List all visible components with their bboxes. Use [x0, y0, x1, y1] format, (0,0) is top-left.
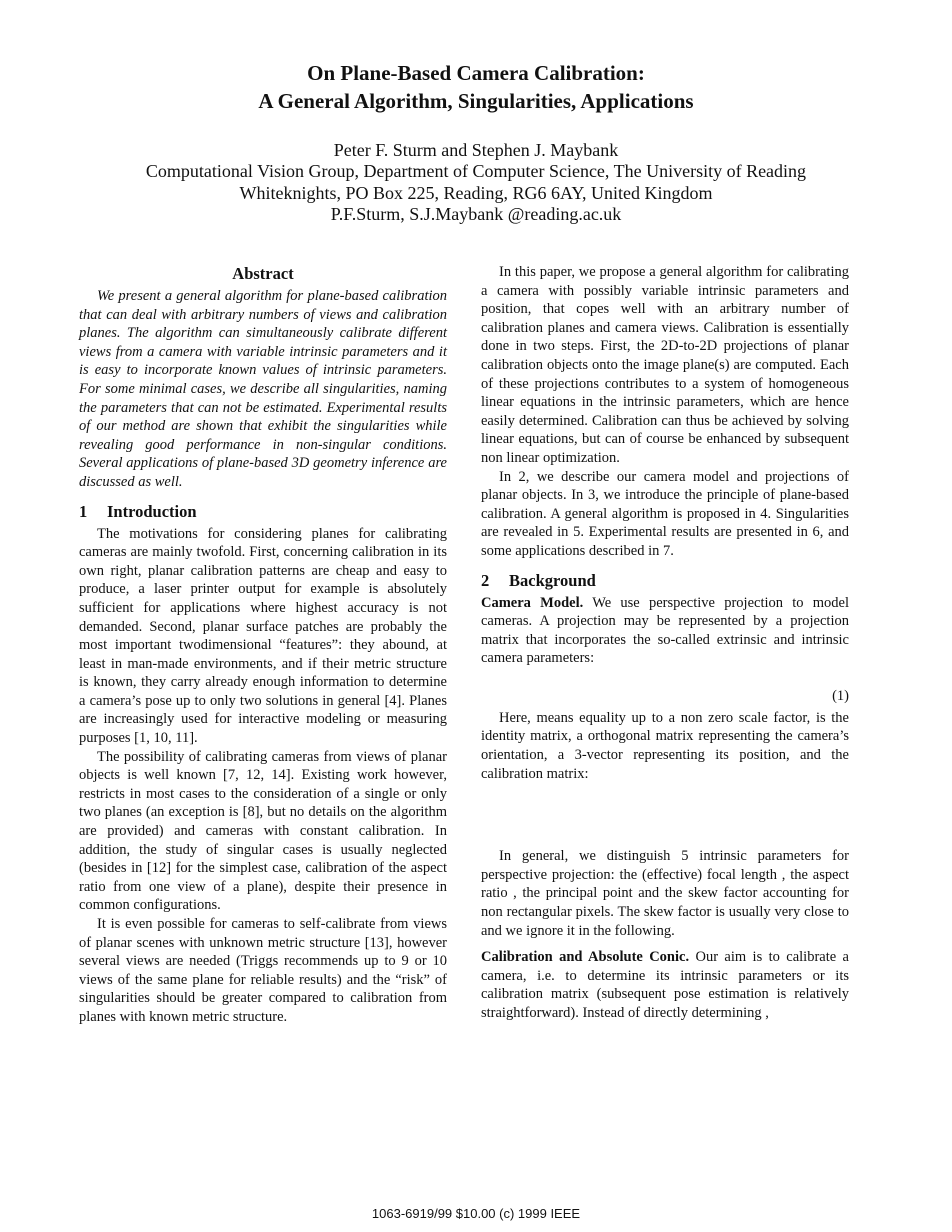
- right-paragraph-1: In this paper, we propose a general algorithm for calibrating a camera with possibly variable intrinsic parameters and position, that copes well with an arbitrary number of calibration planes and camera views. Calibration is essentially done in two steps. First, the 2D-to-2D projections of planar calibration objects onto the image plane(s) are computed. Each of these projections contributes to a system of homogeneous linear equations in the intrinsic parameters, which are hence easily determined. Calibration can thus be achieved by solving linear equations, but can of course be enhanced by subsequent non linear optimization.: [481, 264, 849, 466]
- paper-title-line-1: On Plane-Based Camera Calibration:: [307, 61, 645, 85]
- section-title: Introduction: [107, 501, 197, 521]
- intrinsics-paragraph: In general, we distinguish 5 intrinsic parameters for perspective projection: the (effective) focal length , the aspect ratio , the principal point and the skew factor accounting for non rectangular pixels. The skew factor is usually very close to and we ignore it in the following.: [481, 848, 849, 939]
- right-paragraph-2: In 2, we describe our camera model and projections of planar objects. In 3, we introduce the principle of plane-based calibration. A general algorithm is proposed in 4. Singularities are revealed in 5. Experimental results are presented in 6, and some applications described in 7.: [481, 468, 849, 559]
- section-number: 1: [79, 501, 88, 521]
- section-heading-introduction: [79, 502, 447, 522]
- camera-model-paragraph: [481, 594, 849, 668]
- equation-number: (1): [832, 687, 849, 704]
- abstract-heading: Abstract: [232, 264, 294, 283]
- camera-model-heading: Camera Model.: [481, 594, 584, 611]
- intro-paragraph-1: The motivations for considering planes for calibrating cameras are mainly twofold. First, concerning calibration in its own right, planar calibration patterns are cheap and easy to produce, a laser printer output for example is absolutely sufficient for applications where highest accuracy is not demanded. Second, planar surface patches are probably the most important twodimensional “features”: they abound, at least in man-made environments, and if their metric structure is known, they carry already enough information to determine a camera’s pose up to only two solutions in general [4]. Planes are increasingly used for interactive modeling or measuring purposes [1, 10, 11].: [79, 525, 447, 747]
- section-heading-background: [481, 571, 849, 591]
- equation-space: [481, 783, 849, 847]
- section-number: 2: [481, 570, 490, 590]
- intro-paragraph-2: The possibility of calibrating cameras from views of planar objects is well known [7, 12, 14]. Existing work however, restricts in most cases to the consideration of a single or only two planes (an exception is [8], but no details on the algorithm are provided) and cameras with constant calibration. In addition, the study of singular cases is usually neglected (besides in [12] for the simplest case, calibration of the aspect ratio from one view of a plane), despite their presence in common configurations.: [79, 748, 447, 914]
- here-paragraph: Here, means equality up to a non zero scale factor, is the identity matrix, a orthogonal matrix representing the camera’s orientation, a 3-vector representing its position, and the calibration matrix:: [481, 709, 849, 782]
- affiliation-line-2: Whiteknights, PO Box 225, Reading, RG6 6AY, United Kingdom: [239, 183, 713, 203]
- right-column: [481, 263, 849, 1023]
- affiliation-line-1: Computational Vision Group, Department of Computer Science, The University of Reading: [145, 161, 807, 181]
- section-title: Background: [509, 570, 596, 590]
- calibration-paragraph: [481, 948, 849, 1022]
- abstract-text: We present a general algorithm for plane-based calibration that can deal with arbitrary numbers of views and calibration planes. The algorithm can simultaneously calibrate different views from a camera with variable intrinsic parameters and it is easy to incorporate known values of intrinsic parameters. For some minimal cases, we describe all singularities, naming the parameters that can not be estimated. Experimental results of our method are shown that exhibit the singularities while revealing good performance in non-singular conditions. Several applications of plane-based 3D geometry inference are discussed as well.: [79, 288, 447, 490]
- left-column: [79, 263, 447, 1027]
- footer-copyright: 1063-6919/99 $10.00 (c) 1999 IEEE: [371, 1206, 581, 1221]
- authors: Peter F. Sturm and Stephen J. Maybank: [333, 140, 619, 160]
- intro-paragraph-3: It is even possible for cameras to self-calibrate from views of planar scenes with unknown metric structure [13], however several views are needed (Triggs recommends up to 9 or 10 views of the same plane for reliable results) and the “risk” of singularities should be greater compared to calibration from planes with known metric structure.: [79, 916, 447, 1025]
- camera-model-text: We use perspective projection to model cameras. A projection may be represented by a projection matrix that incorporates the so-called extrinsic and intrinsic camera parameters:: [481, 594, 849, 667]
- calibration-heading: Calibration and Absolute Conic.: [481, 949, 690, 966]
- author-emails: P.F.Sturm, S.J.Maybank @reading.ac.uk: [330, 204, 622, 224]
- calibration-text: Our aim is to calibrate a camera, i.e. to determine its intrinsic parameters or its calibration matrix (subsequent pose estimation is relatively straightforward). Instead of directly determining ,: [481, 949, 849, 1021]
- paper-title-line-2: A General Algorithm, Singularities, Applications: [258, 89, 694, 113]
